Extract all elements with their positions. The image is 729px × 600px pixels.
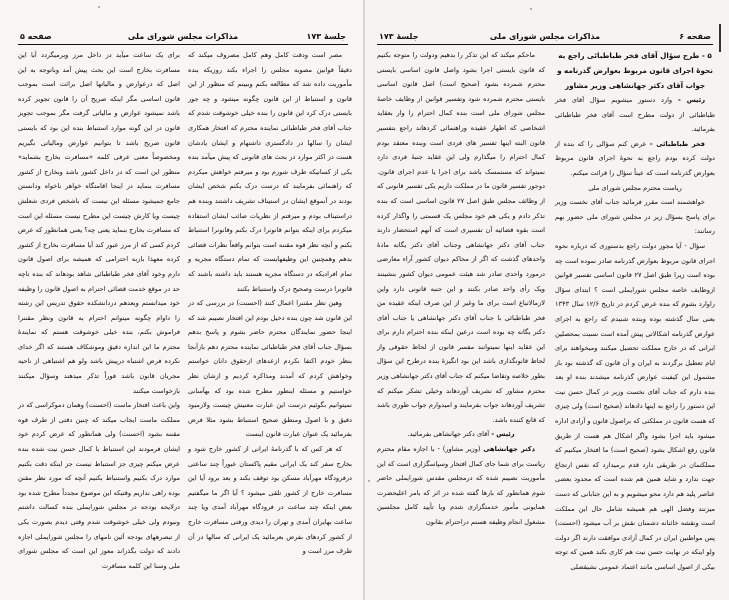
text-column-right — [555, 48, 715, 575]
paragraph-text: آقای دکتر جهانشاهی بفرمائید. — [407, 430, 490, 439]
text-column-left — [18, 48, 180, 573]
running-header — [18, 30, 348, 45]
paragraph — [555, 93, 715, 137]
speaker-label: فخر طباطبائی - — [649, 139, 705, 148]
paragraph: مصر است ودقت کامل وهم کامل مصروف میکند که دقیقاً قوانین مصوبه مجلس را اجراء بکند روزیکه بنده مأموریت داده شد که مطالعه بکنم وببینم که منظور از این قانون و استنباط از این قانون چگونه میشود و چه جور بایستی درک کرد این قانون را بنده خیلی خوشوقت شدم که جناب آقای فخر طباطبائی نماینده محترم که افتخار همکاری ایشان را سالها در دادگستری داشتهام و ایشان یادشان هست در اکثر موارد در بحث های قانونی که پیش میآمد بنده یکی از کسانیکه طرف شورم بود و میرفتم خواهش میکردم که راهنمائی بفرمایند که درست درک بکنم شخص ایشان بودند در آنموقع ایشان در استیناف تشریف داشتند وبنده هم دراستیناف بودم و میرفتم از نظریات صائب ایشان استفاده میکردم برای اینکه بتوانم قانونرا درک بکنم وقانونرا استنباط بکنم و آنچه نظر قوه مقننه است بتوانم واقعاً نظرات قضائی بدهم وهمچنین این وظیفهایست که تمام دستگاه مجریه و تمام افرادیکه در دستگاه مجریه هستند باید داشته باشند که قانونرا درست وصحیح درک واستنباط بکنند — [188, 51, 352, 293]
text-column-left — [377, 48, 545, 530]
scan-speck — [98, 6, 100, 8]
paragraph: وهین نظر مقننرا اعمال کنند (احسنت) در بررسی که در این قانون شد چون بنده دخیل بودم این افتخار نصیبم شد که اینجا حضور نمایندگان محترم حاضر بشوم و پاسخ بدهم بسؤال جناب آقای فخر طباطبائی نماینده محترم دهم بازآنجا بنظر خودم اکتفا نکردم ازعدهای ازحقوق دانان خواستم وخواهش کردم که آمدند ومذاکره کردیم و ازشان نظر خواستیم و مسئله اینطور مطرح شده بود که بهآسانی نمیتوانیم بگوئیم درست این عبارت معنیش چیست ولازمبود دقیق و با اصول ومنطق صحیح استنباط بشود مثلا فرض بفرمائید یک عنوان عبارت قانون اینست — [188, 299, 352, 439]
paragraph: سؤال - آیا مجوز دولت راجع بدستوری که درباره نحوه اجرای قانون مربوط بعوارض گذرنامه صادر نموده است چه بوده است زیرا طبق اصل ۲۷ قانون اساسی تفسیر قوانین ازوظایف خاصه مجلس شورایملی است ؟ ابتدای سؤال راوارد بشوم که بنده عرض کردم در تاریخ ۱۲/۶ سال ۱۳۴۳ یعنی سال گذشته بوده وبنده شنیدم که راجع به اجرای عوارض گذرنامه اشکالاتی پیش آمده است نسبت بمحصلین ایرانی که در خارج مملکت تحصیل میکنند ومیخواهند برای ایام تعطیل برگردند به ایران و آن قانون که گذشته بود باز مشمول این کیفیت عوارض گذرنامه میشدند بنده او بعد بنده دارم که جناب آقای نخست وزیر در کمال حسن نیت این دستور را راجع به اینها دادهاند (صحیح است) ولی چیزی که هست قانون در مملکتی که براصول قانون و آزادی اداره میشود باید اجرا بشود واگر اشکال هم هست از طریق قانون رفع اشکال بشود (صحیح است) ما افتخار میکنیم که مملکتمان در طریقی دارد قدم برمیدارد که نفس ارتجاع جهت ندارد و شاید همین هم شده است که محدود بعضی عناصر پلید هم دارد محو میشویم و به این جنابانی که دست میزنند وفضل الهی هم همیشه شامل حال این مملکت است ونقشه خائنانه دشمنان نقش بر آب میشود (احسنت) پس مواطنین ایران در کمال آزادی موافقت دارند اگر دولت ولو اینکه در نهایت حسن نیت هم کاری بکند همین که توجه بیکی از اصول اساسی مانند اعتماد عمومی نشیقصلی — [555, 241, 715, 571]
header-title: مذاکرات مجلس شورای ملی — [127, 32, 239, 41]
header-title: مذاکرات مجلس شورای ملی — [489, 32, 601, 41]
page-number: صفحه ۵ — [20, 32, 52, 41]
speaker-label: دکتر جهانشاهی — [483, 445, 535, 454]
paragraph — [555, 137, 715, 181]
paragraph-text: وارد دستور میشویم سؤال آقای فخر طباطبائی از دولت مطرح است آقای فخر طباطبائی بفرمائید. — [555, 96, 715, 134]
right-page — [365, 0, 729, 600]
paragraph — [377, 427, 545, 442]
paragraph: واین باعث افتخار ماست (احسنت) وهمان دموکراسی که در مملکت ماست ایجاب میکند که چنین دقتی از طرف قوه مقننه بشود (احسنت) ولی همانطور که عرض کردم خود ایشان فرمودند این استنباط با کمال حسن نیت شده بنده عرض میکنم چیزی جز استنباط نیست جز اینکه دقت بکنیم موارد درک بکنیم واستنباط بکنیم آنچه که مورد نظر مقنن بوده راهی نداریم وقتیکه این موضوع مجدداً مطرح شده بود درلایحه بودجه در مجلس شورایملی بنده کسالت داشتم ونبودم ولی خیلی خوشوقت شدم وقتی دیدم بصورت یکی از تبصرههای بودجه آئین نامهای را مجلس شورایملی اجازه دادند که دولت بگذراند معوز این است که مجلس شورای ملی وسنا این کلمه مسافرت — [18, 401, 180, 570]
page-number: صفحه ۶ — [679, 32, 711, 41]
scan-speck — [368, 480, 370, 482]
paragraph — [377, 442, 545, 530]
scan-speck — [530, 8, 532, 10]
running-header — [377, 30, 713, 45]
left-page — [0, 0, 364, 600]
speaker-label: رئیس - — [491, 430, 515, 439]
speaker-label: رئیس - — [677, 96, 705, 104]
paragraph-text: (وزیر مشاور) - با اجازه مقام محترم ریاست برای شما جای کمال افتخار وسپاسگزاری است که این مأموریت نصیبم شده که درمجلس مقدس شورایملی حاضر شوم همانطور که بارها گفته شده در اثر که بامر اعلیحضرت همایونی مأمور خدمتگزاری شدم وبا تأیید کامل مجلسین مشغول انجام وظیفه هستم دراحترام بقانون — [376, 445, 545, 526]
session-number: جلسهٔ ۱۷۳ — [306, 32, 346, 41]
letter-addressee: ریاست محترم مجلس شورای ملی — [588, 183, 682, 192]
text-column-right — [188, 48, 352, 559]
scan-edge-mark — [719, 24, 721, 52]
section-heading: ۵ - طرح سؤال آقای فخر طباطبائی راجع به نحوهٔ اجرای قانون مربوط بعوارض گذرنامه و جواب آقای دکتر جهانشاهی وزیر مشاور — [557, 51, 713, 90]
paragraph: خواهشمند است مقرر فرمائید جناب آقای نخست وزیر برای پاسخ بسؤال زیر در مجلس شورای ملی حضور بهم رسانند: — [555, 198, 715, 236]
paragraph-text: عرض کنم سؤالی را که بنده از دولت کرده بودم راجع به نحوهٔ اجرای قانون مربوط بعوارض گذرنامه است که عیناً سؤال را قرائت میکنم. — [555, 139, 715, 177]
paragraph: برای یک ساعت میآید در داخل مرز وبرمیگردد آیا این مسافرت بخارج است این بحث پیش آمد وباتوجه به این اصل که درعوارض و مالیاتها اصل برائت است بموجب قانون اساسی مگر اینکه صریح آن را قانون تجویز کرده باشد نمیشود عوارض و مالیاتی گرفت مگر بموجب تجویز قانون در این گونه موارد استنباط بنده این بود که بایستی قانون صریح باشد تا بتوانیم عوارض ومالیاتی بگیریم ومخصوصاً معنی عرفی کلمه «مسافرت بخارج بشماید» منظور این است که در داخل کشور باشد وبخارج از کشور مسافرت بنماید در اینجا اقامتگاه خواهر ناخواه ودانستن جامع جمیشود مسئله این نیست که باشخص فردی شعلش چیست ویا کارش چیست این مطرح نیست مسئله این است که مسافرت بخارج بنماید یعنی چه؟ یعنی همانطور که عرض کردم کسی که از مرز عبور کند آیا مسافرت بخارج از کشور کرده معهذا بازبه احترامی که همیشه برای اصول قانون دارم وخود آقای فخر طباطبائی شاهد بودهاند که بنده تاچه حد در موقع خدمت قضائی احترام به اصول قانون را وظیفه خود میدانستم وبعدهم دردانشکده حقوق تدریس این رشته را داوام چگونه میتوانم احترام به قانون ونظر مقننرا فراموش بکنم، بنده خیلی خوشوقت هستم که نمایندهٔ محترم ما این اندازه دقیق وموشکاف هستند که اگر خدای نکرده فرض اشتباه درپیش باشد ولو هم اشتباهی از ناحیه مجریان قانون باشد فوراً تذکر میدهند وسؤال میکنند بازخواست میکنند — [18, 51, 180, 395]
paragraph: که هر کس که با گذرنامهٔ ایرانی از کشور خارج شود و بخارج سفر کند یک ایرانی مقیم پاکستان عبوراً چند ساعتی درفرودگاه مهرآباد مسکن بود توقف بکند و بعد برود آیا این مسافرت خارج از کشور تلقی میشود ؟ آیا اگر ما میگفتیم بعض اینکه چند ساعت در فرودگاه مهرآباد آمدی ویا چند ساعت بهایران آمدی و تهران را دیدی ورفتی مسافرت خارج از کشور کردهای بفرض بعرمائید یک ایرانی که سالها در آن طرف مرز است و — [188, 445, 352, 556]
paragraph: ماحکم میکند که این تذکر را بدهیم ودولت را متوجه بکنیم که قانون بایستی اجرا بشود واصل قانون اساسی بایستی محترم شمرده بشود (صحیح است) اصل قانون اساسی بایستی محترم شمرده شود وتفسیر قوانین از وظایف خاصهٔ مجلس شورای ملی است بنده کمال احترام را وار بعقاید اشخاصی که اظهار عقیده وراهنمائی کردهاند راجع بتفسیر قانون البته اینها تفسیر های فردی است وبنده معتقد بودم کمال احترام را میگذارم ولی این عقاید جنبهٔ فردی دارد نمیتواند که مستمسک باشد برای اجرا یا عدم اجرای قانون. دوجور تفسیر قانون ما در مملکت داریم یکی تفسیر قانونی که از وظائف مجلس طبق اصل ۲۷ قانون اساسی است که بنده تذکر دادم و یکی هم خود مجلس یک قسمتی را واگذار کرده است بقوه قضائیه آن تفسیری است که آنهم استحضار دارند جناب آقای دکتر جهانشاهی وجناب آقای دکتر یگانه مادهٔ واحدهای گذشت که اگر از محاکم دیوان کشور آراء معارضی درمورد واحدی صادر شد هیئت عمومی دیوان کشور بنشینند ویک رأی واحد صادر بکنند و این جنبه قانونی دارد واین لازمالاتباع است برای ما وغیر از این صرف اینکه عقیده من فخر طباطبائی با جناب آقای دکتر جهانشاهی یا جناب آقای دکتر یگانه چه بوده است درعین اینکه بنده احترام دارم برای این عقاید اینها نمیتوانند مفسر قانون از لحاظ حقوقی واز لحاظ قانونگذاری باشد این بود انگیزهٔ بنده درطرح این سؤال بطور خلاصه وتقاضا میکنم که جناب آقای دکتر جهانشاهی وزیر محترم مشاور که تشریف آوردهاند وخیلی تشکر میکنم که تشریف آوردهاند جواب بفرمایند و امیدوارم جواب طوری باشد که قانع کننده باشد. — [377, 51, 545, 424]
session-number: جلسهٔ ۱۷۳ — [379, 32, 419, 41]
